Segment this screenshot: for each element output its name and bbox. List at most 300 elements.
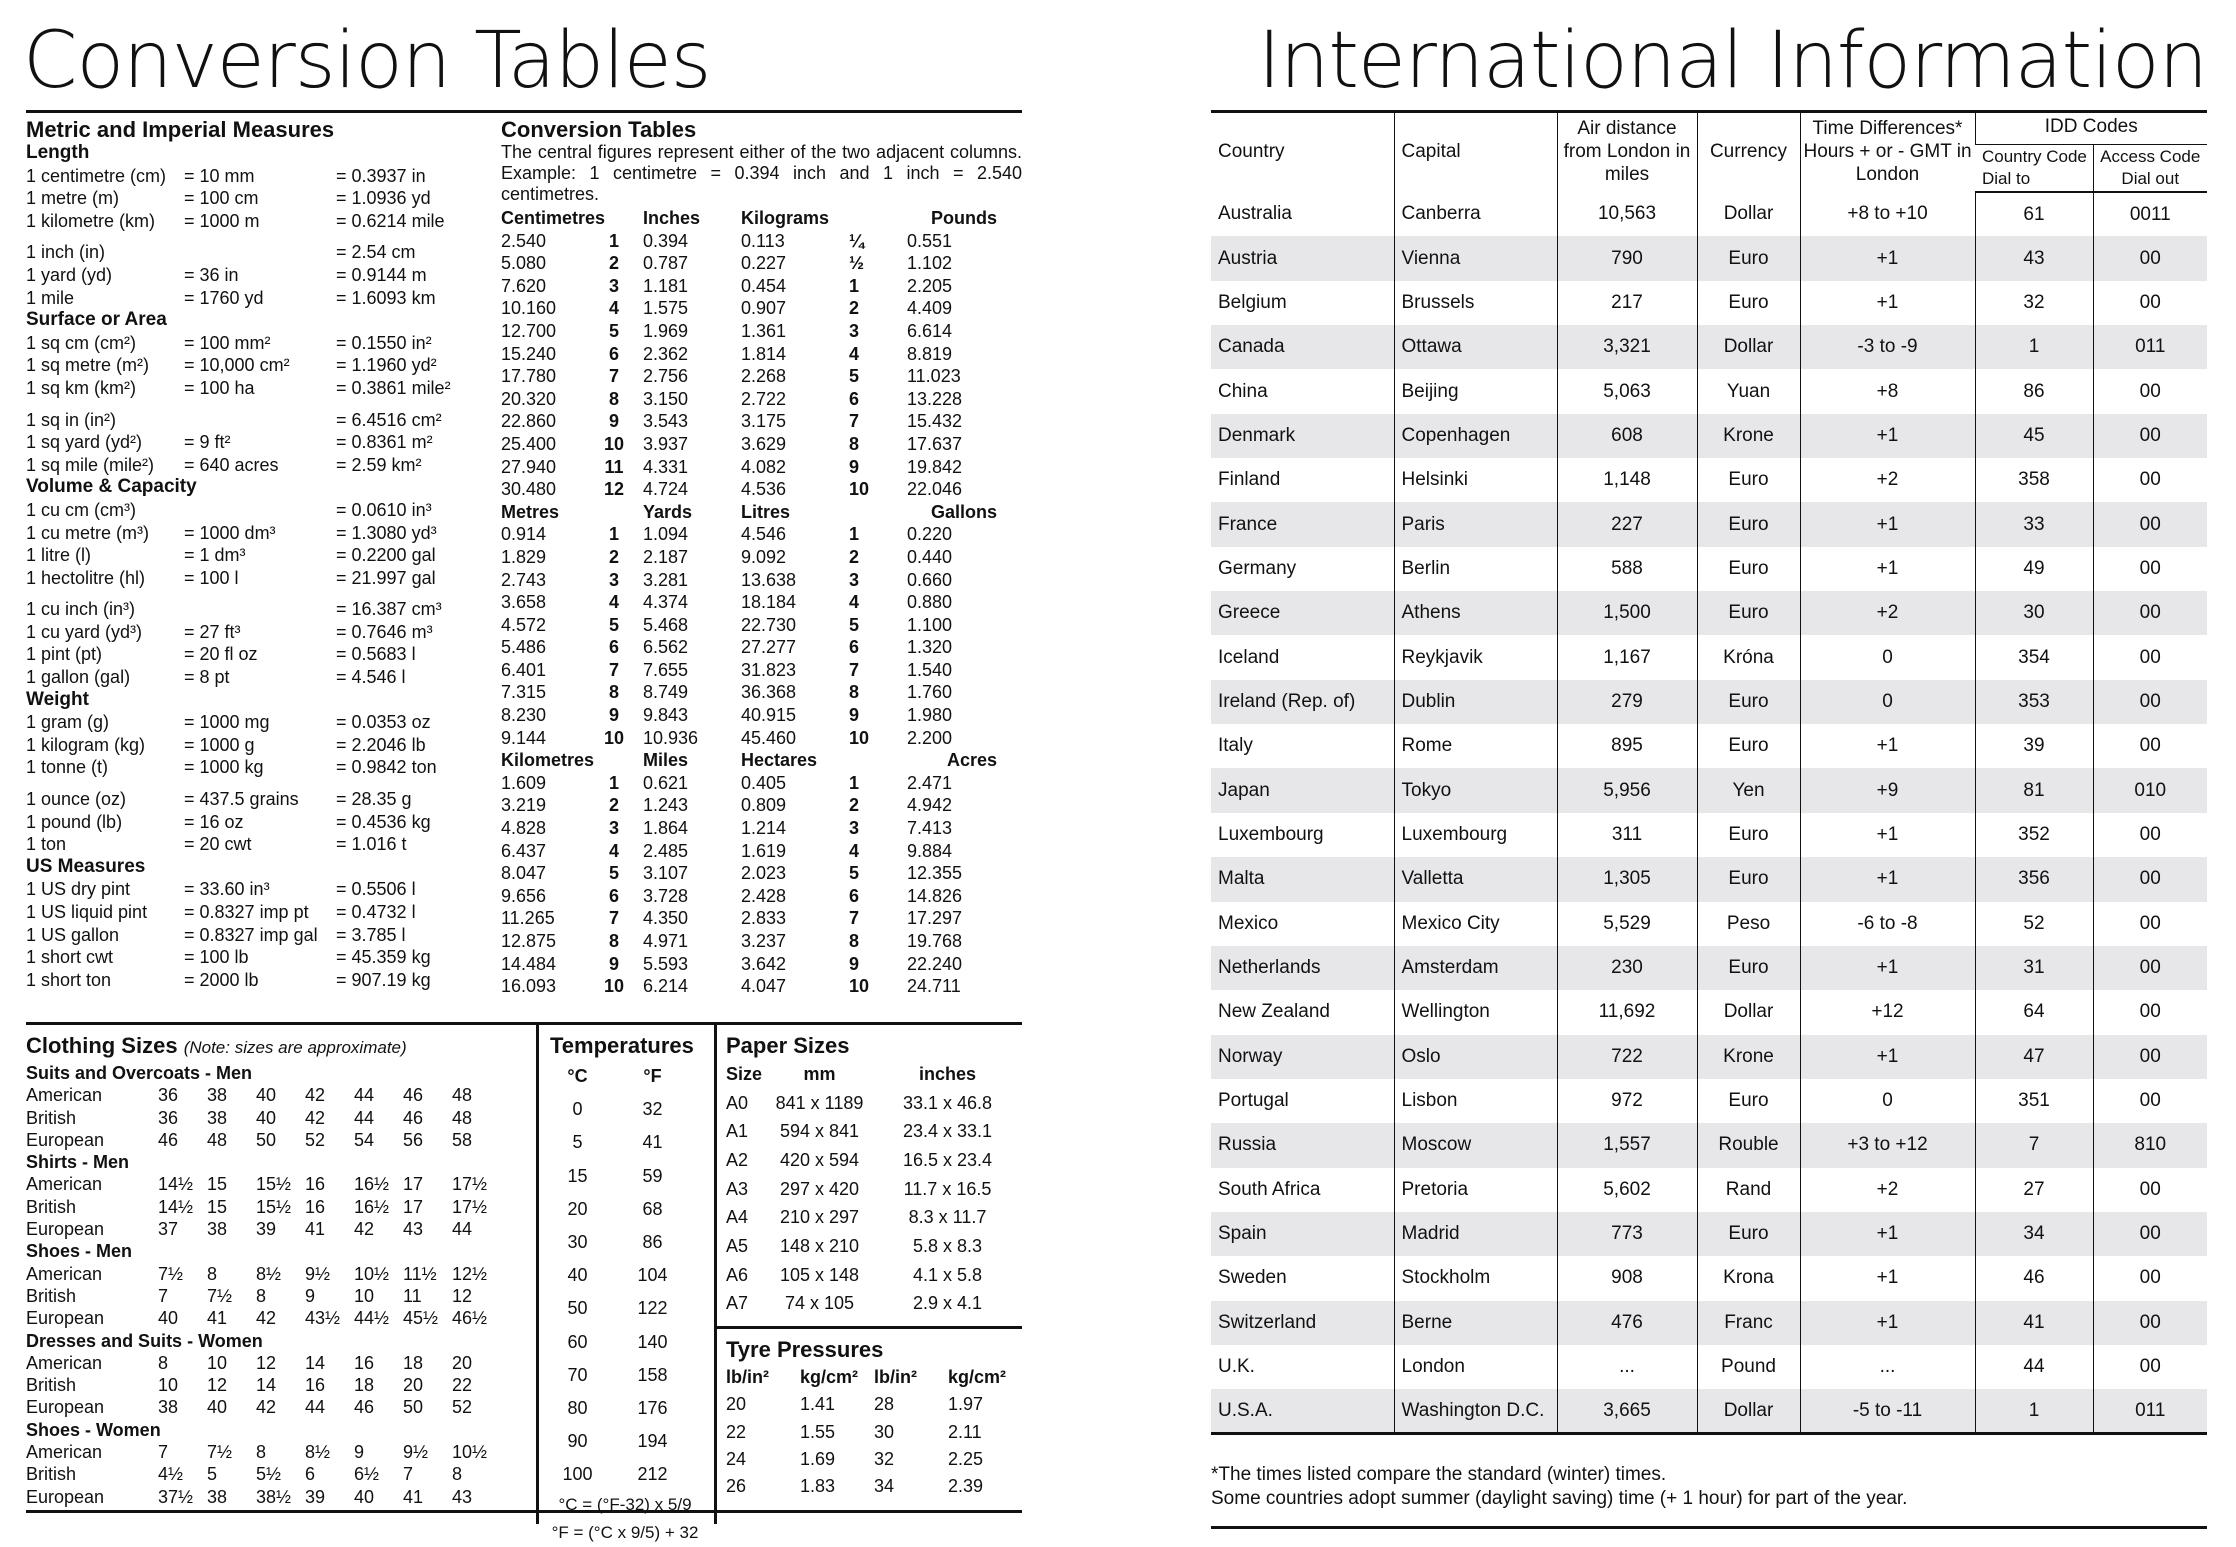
metric-cell: 1 tonne (t) xyxy=(26,757,109,778)
table-cell: 476 xyxy=(1557,1301,1697,1345)
conversion-row xyxy=(501,388,1022,411)
metric-gap xyxy=(26,589,496,598)
paper-cell: A7 xyxy=(726,1293,749,1314)
clothing-note: (Note: sizes are approximate) xyxy=(183,1038,407,1057)
conversion-cell: 4 xyxy=(608,592,619,613)
table-cell: 230 xyxy=(1557,946,1697,990)
table-cell: 00 xyxy=(2093,1301,2207,1345)
conversion-cell: 3.219 xyxy=(501,795,547,816)
conversion-cell: 1 xyxy=(849,772,860,793)
tyre-row xyxy=(726,1391,1022,1418)
temperature-row xyxy=(540,1359,710,1392)
clothing-cell: American xyxy=(26,1442,103,1463)
conversion-cell: 22.046 xyxy=(907,479,963,500)
temperature-cell: 122 xyxy=(637,1298,668,1319)
conversion-cell: 3 xyxy=(849,569,860,590)
conversion-header-cell: Acres xyxy=(946,750,997,771)
table-row xyxy=(1211,857,2207,901)
table-cell: Wellington xyxy=(1394,990,1557,1034)
conversion-cell: 8 xyxy=(608,388,619,409)
conversion-row xyxy=(501,975,1022,998)
clothing-cell: 8 xyxy=(158,1352,169,1373)
conversion-row xyxy=(501,817,1022,840)
metric-cell: = 0.7646 m³ xyxy=(336,621,433,642)
table-cell: 11,692 xyxy=(1557,990,1697,1034)
clothing-cell: 38½ xyxy=(256,1486,292,1507)
metric-cell: = 0.1550 in² xyxy=(336,332,432,353)
conversion-cell: 8 xyxy=(608,931,619,951)
conversion-cell: 45.460 xyxy=(741,727,797,748)
conversion-row xyxy=(501,433,1022,456)
clothing-cell: British xyxy=(26,1285,77,1306)
table-cell: Krone xyxy=(1697,414,1800,458)
temperature-cell: 20 xyxy=(567,1198,588,1219)
clothing-cell: 18 xyxy=(354,1375,375,1396)
conversion-cell: 6.401 xyxy=(501,659,547,680)
conversion-header-cell: Litres xyxy=(741,501,791,522)
table-cell: Iceland xyxy=(1218,646,1280,668)
conversion-title: Conversion Tables xyxy=(501,117,697,142)
table-cell: Berne xyxy=(1394,1301,1557,1345)
clothing-cell: 12 xyxy=(207,1375,228,1396)
tyre-header-cell: lb/in² xyxy=(874,1367,917,1388)
table-row xyxy=(1211,591,2207,635)
tyre-cell: 24 xyxy=(726,1449,747,1470)
temperature-row xyxy=(540,1193,710,1226)
conversion-cell: 30.480 xyxy=(501,479,557,500)
clothing-cell: 46½ xyxy=(452,1308,488,1329)
conversion-cell: 7 xyxy=(608,908,619,929)
conversion-cell: 4 xyxy=(849,592,860,613)
table-row xyxy=(1211,902,2207,946)
metric-cell: = 27 ft³ xyxy=(184,621,241,642)
paper-cell: A6 xyxy=(726,1264,749,1285)
clothing-cell: 48 xyxy=(207,1129,228,1150)
paper-cell: 105 x 148 xyxy=(779,1264,860,1285)
table-cell: Russia xyxy=(1211,1123,1394,1167)
table-cell: 773 xyxy=(1557,1212,1697,1256)
metric-cell: 1 sq yard (yd²) xyxy=(26,432,143,453)
temperature-row xyxy=(540,1126,710,1159)
clothing-cell: 9½ xyxy=(305,1263,331,1284)
clothing-cell: 38 xyxy=(207,1219,228,1240)
clothing-cell: British xyxy=(26,1196,77,1217)
conversion-cell: 8 xyxy=(608,682,619,703)
table-cell: Athens xyxy=(1394,591,1557,635)
table-cell: Greece xyxy=(1211,591,1394,635)
metric-cell: = 3.785 l xyxy=(336,924,406,945)
clothing-cell: 40 xyxy=(158,1308,179,1329)
conversion-cell: 1.361 xyxy=(741,320,787,341)
table-cell: 86 xyxy=(1975,369,2093,413)
metric-row xyxy=(26,377,496,400)
metric-cell: = 1.016 t xyxy=(336,834,407,855)
table-cell: Berlin xyxy=(1394,547,1557,591)
table-cell: +1 xyxy=(1800,813,1975,857)
conversion-row xyxy=(501,410,1022,433)
clothing-row xyxy=(26,1463,536,1485)
table-row xyxy=(1211,414,2207,458)
table-cell: 39 xyxy=(1975,724,2093,768)
conversion-cell: 22.860 xyxy=(501,411,557,432)
table-cell: Sweden xyxy=(1218,1267,1287,1289)
table-cell: 33 xyxy=(1975,502,2093,546)
metric-row xyxy=(26,946,496,969)
clothing-cell: 43 xyxy=(452,1486,473,1507)
conversion-cell: 24.711 xyxy=(907,976,961,997)
metric-cell: = 0.3937 in xyxy=(336,165,426,186)
tyre-pressures-section xyxy=(726,1336,1022,1500)
conversion-cell: ¼ xyxy=(849,230,865,251)
conversion-cell: 22.730 xyxy=(741,614,797,635)
metric-row xyxy=(26,187,496,210)
conversion-cell: 1 xyxy=(849,275,860,296)
table-cell: 00 xyxy=(2093,680,2207,724)
metric-row xyxy=(26,409,496,432)
metric-row xyxy=(26,666,496,689)
conversion-cell: 1.094 xyxy=(643,524,689,545)
conversion-cell: 5.486 xyxy=(501,637,547,658)
table-cell: 00 xyxy=(2093,902,2207,946)
table-cell: 00 xyxy=(2093,414,2207,458)
table-cell: 49 xyxy=(1975,547,2093,591)
metric-cell: = 0.4536 kg xyxy=(336,811,431,832)
tyre-cell: 28 xyxy=(874,1394,895,1415)
table-cell: Norway xyxy=(1211,1035,1394,1079)
paper-cell: 8.3 x 11.7 xyxy=(908,1207,987,1228)
conversion-cell: 6 xyxy=(608,637,619,658)
table-cell: 00 xyxy=(2093,1035,2207,1079)
conversion-cell: 0.621 xyxy=(643,772,689,793)
conversion-row xyxy=(501,456,1022,479)
conversion-header-row xyxy=(501,501,1022,524)
table-cell: Pretoria xyxy=(1394,1168,1557,1212)
table-cell: 00 xyxy=(2093,591,2207,635)
conversion-cell: 2.200 xyxy=(907,727,953,748)
conversion-cell: 1.814 xyxy=(741,343,787,364)
temperature-cell: 40 xyxy=(567,1265,588,1286)
clothing-cell: 12½ xyxy=(452,1263,488,1284)
clothing-cell: 52 xyxy=(452,1397,473,1418)
table-cell: Canberra xyxy=(1394,192,1557,236)
table-cell: Euro xyxy=(1697,547,1800,591)
international-table xyxy=(1211,110,2207,1435)
table-cell: 5,529 xyxy=(1557,902,1697,946)
table-row xyxy=(1211,680,2207,724)
conversion-header-row xyxy=(501,207,1022,230)
metric-cell: = 1760 yd xyxy=(184,287,264,308)
conversion-cell: 2.471 xyxy=(907,772,953,793)
metric-section-heading: Length xyxy=(26,142,90,163)
mid-rule xyxy=(26,1022,1022,1025)
metric-cell: = 36 in xyxy=(184,264,239,285)
conversion-header-cell xyxy=(841,501,907,524)
clothing-cell: 40 xyxy=(207,1397,228,1418)
table-cell: 00 xyxy=(2093,458,2207,502)
metric-row xyxy=(26,499,496,522)
table-cell: +8 to +10 xyxy=(1800,192,1975,236)
conversion-cell: 4.536 xyxy=(741,479,787,500)
table-cell: 351 xyxy=(1975,1079,2093,1123)
table-cell: -6 to -8 xyxy=(1800,902,1975,946)
table-cell: Dollar xyxy=(1697,192,1800,236)
conversion-header-cell xyxy=(841,207,907,230)
conversion-header-cell: Centimetres xyxy=(501,208,606,228)
conversion-cell: 8 xyxy=(849,682,860,703)
metric-cell: = 0.4732 l xyxy=(336,902,416,922)
conversion-cell: 12 xyxy=(603,479,625,500)
conversion-description: The central figures represent either of the two adjacent columns. Example: 1 centimetre = 0.394 inch and 1 inch = 2.540 centimetres. xyxy=(501,142,1022,204)
table-cell: Krona xyxy=(1697,1256,1800,1300)
conversion-cell: 0.809 xyxy=(741,795,787,816)
conversion-cell: 1.980 xyxy=(907,705,953,726)
conversion-cell: 2.743 xyxy=(501,569,547,590)
table-cell: London xyxy=(1394,1345,1557,1389)
clothing-cell: 16 xyxy=(305,1196,326,1217)
table-cell: +1 xyxy=(1800,857,1975,901)
table-cell: Copenhagen xyxy=(1394,414,1557,458)
clothing-cell: 43 xyxy=(403,1219,424,1240)
conversion-cell: 0.220 xyxy=(907,524,953,545)
metric-row xyxy=(26,901,496,924)
conversion-cell: 3.728 xyxy=(643,885,689,906)
paper-cell: 11.7 x 16.5 xyxy=(903,1178,992,1199)
table-cell: U.S.A. xyxy=(1211,1389,1394,1433)
table-cell: Madrid xyxy=(1394,1212,1557,1256)
metric-cell: 1 sq in (in²) xyxy=(26,409,117,430)
clothing-group-heading: Dresses and Suits - Women xyxy=(26,1330,263,1351)
temperature-cell: 60 xyxy=(567,1331,588,1352)
metric-cell: = 8 pt xyxy=(184,667,230,688)
temperature-cell: 70 xyxy=(567,1364,588,1385)
temperature-cell: 100 xyxy=(562,1464,593,1485)
conversion-cell: 1 xyxy=(608,230,619,251)
table-cell: 311 xyxy=(1557,813,1697,857)
table-row xyxy=(1211,1168,2207,1212)
temperature-cell: 86 xyxy=(642,1232,663,1253)
conversion-cell: 7.413 xyxy=(907,818,953,839)
clothing-cell: 14 xyxy=(305,1352,326,1373)
clothing-cell: 38 xyxy=(207,1107,228,1128)
conversion-header-cell: Miles xyxy=(643,750,689,771)
table-cell: 011 xyxy=(2093,1389,2207,1433)
clothing-cell: 44 xyxy=(354,1085,375,1106)
table-cell: Stockholm xyxy=(1394,1256,1557,1300)
conversion-cell: 1.540 xyxy=(907,659,953,680)
conversion-cell: 10 xyxy=(603,976,625,997)
table-cell: 64 xyxy=(1975,990,2093,1034)
conversion-cell: 7 xyxy=(608,659,619,680)
table-cell: 810 xyxy=(2093,1123,2207,1167)
paper-row xyxy=(726,1203,1022,1232)
conversion-cell: 6 xyxy=(608,885,619,906)
metric-row xyxy=(26,788,496,811)
table-cell: 010 xyxy=(2093,768,2207,812)
conversion-cell: 2.485 xyxy=(643,840,689,861)
table-cell: Euro xyxy=(1697,458,1800,502)
table-row xyxy=(1211,458,2207,502)
table-cell: Ireland (Rep. of) xyxy=(1211,680,1394,724)
conversion-cell: 11.023 xyxy=(907,366,961,387)
table-row xyxy=(1211,1389,2207,1433)
table-cell: Dublin xyxy=(1394,680,1557,724)
tyre-cell: 20 xyxy=(726,1394,747,1415)
table-cell: 1,167 xyxy=(1557,635,1697,679)
metric-cell: = 100 mm² xyxy=(184,332,271,353)
table-cell: Germany xyxy=(1218,557,1297,579)
clothing-cell: 42 xyxy=(305,1107,326,1128)
conversion-row xyxy=(501,727,1022,750)
table-cell: Valletta xyxy=(1394,857,1557,901)
table-cell: 00 xyxy=(2093,724,2207,768)
temperature-cell: 80 xyxy=(567,1397,588,1418)
metric-cell: = 10 mm xyxy=(184,165,255,186)
clothing-cell: 8 xyxy=(256,1285,267,1306)
clothing-cell: 7 xyxy=(403,1464,414,1485)
metric-cell: 1 ton xyxy=(26,834,67,855)
clothing-cell: 8½ xyxy=(256,1263,282,1284)
table-cell: Oslo xyxy=(1394,1035,1557,1079)
conversion-cell: 1.100 xyxy=(907,614,953,635)
conversion-cell: 3.175 xyxy=(741,411,787,432)
conversion-header-cell: Inches xyxy=(643,208,701,228)
metric-section-heading: US Measures xyxy=(26,855,146,877)
conversion-cell: 8.047 xyxy=(501,863,547,884)
table-cell: +2 xyxy=(1800,458,1975,502)
temperature-row xyxy=(540,1093,710,1126)
clothing-row xyxy=(26,1129,536,1151)
metric-imperial-section xyxy=(26,118,496,991)
conversion-cell: 40.915 xyxy=(741,705,797,726)
metric-cell: = 907.19 kg xyxy=(336,969,431,990)
paper-cell: 841 x 1189 xyxy=(775,1092,864,1113)
table-row xyxy=(1211,325,2207,369)
metric-cell: 1 sq metre (m²) xyxy=(26,355,150,376)
table-cell: +1 xyxy=(1800,1301,1975,1345)
table-cell: 00 xyxy=(2093,369,2207,413)
conversion-cell: 4.546 xyxy=(741,524,787,545)
conversion-cell: 9 xyxy=(849,705,860,726)
paper-cell: A1 xyxy=(726,1121,749,1142)
conversion-cell: 9.656 xyxy=(501,885,547,906)
table-cell: Euro xyxy=(1697,857,1800,901)
tyre-cell: 30 xyxy=(874,1421,895,1442)
metric-cell: 1 gram (g) xyxy=(26,712,110,733)
conversion-cell: ½ xyxy=(849,253,865,274)
conversion-cell: 7.315 xyxy=(501,682,547,703)
clothing-cell: European xyxy=(26,1486,105,1507)
conversion-cell: 1.969 xyxy=(643,320,689,341)
col-idd-codes: IDD Codes xyxy=(1975,110,2207,144)
temperatures-section xyxy=(540,1032,710,1547)
temperature-row xyxy=(540,1392,710,1425)
metric-row xyxy=(26,264,496,287)
conversion-cell: 4.971 xyxy=(643,931,689,951)
conversion-cell: 9 xyxy=(608,411,619,432)
table-cell: 00 xyxy=(2093,946,2207,990)
conversion-cell: 11.265 xyxy=(501,908,555,929)
metric-row xyxy=(26,811,496,834)
metric-cell: = 100 cm xyxy=(184,188,259,209)
metric-row xyxy=(26,969,496,992)
conversion-cell: 6.562 xyxy=(643,637,689,658)
table-row xyxy=(1211,813,2207,857)
temperature-cell: 68 xyxy=(642,1198,663,1219)
conversion-cell: 16.093 xyxy=(501,976,557,997)
temperature-row xyxy=(540,1326,710,1359)
clothing-cell: 44 xyxy=(354,1107,375,1128)
table-row xyxy=(1211,768,2207,812)
metric-cell: = 0.8361 m² xyxy=(336,432,433,453)
table-cell: 00 xyxy=(2093,236,2207,280)
page-title-international: International Information xyxy=(1257,16,2207,106)
tyre-header-row xyxy=(726,1364,1022,1391)
paper-cell: 16.5 x 23.4 xyxy=(902,1149,993,1170)
temperature-row xyxy=(540,1259,710,1292)
conversion-cell: 7 xyxy=(849,411,860,432)
metric-row xyxy=(26,878,496,901)
clothing-cell: 6 xyxy=(305,1464,316,1485)
conversion-cell: 1.760 xyxy=(907,682,953,703)
metric-row xyxy=(26,924,496,947)
tyre-row xyxy=(726,1446,1022,1473)
table-cell: 00 xyxy=(2093,1256,2207,1300)
clothing-cell: 38 xyxy=(207,1486,228,1507)
conversion-cell: 14.826 xyxy=(907,885,963,906)
conversion-cell: 19.768 xyxy=(907,931,963,951)
metric-section-heading: Volume & Capacity xyxy=(26,476,197,498)
clothing-row xyxy=(26,1173,536,1195)
clothing-cell: American xyxy=(26,1263,103,1284)
col-country-code: Country Code Dial to xyxy=(1975,144,2093,192)
clothing-cell: 20 xyxy=(403,1375,424,1396)
metric-cell: = 1.0936 yd xyxy=(336,188,431,209)
clothing-cell: 40 xyxy=(256,1107,277,1128)
conversion-cell: 4 xyxy=(849,343,860,364)
table-cell: Dollar xyxy=(1697,1389,1800,1433)
clothing-cell: 16 xyxy=(305,1174,326,1195)
metric-cell: 1 inch (in) xyxy=(26,242,106,263)
metric-cell: 1 US gallon xyxy=(26,924,120,945)
conversion-cell: 0.660 xyxy=(907,569,953,590)
conversion-cell: 4.047 xyxy=(741,976,787,997)
table-cell: South Africa xyxy=(1218,1178,1321,1200)
metric-cell: 1 short cwt xyxy=(26,947,114,968)
table-cell: +2 xyxy=(1800,1168,1975,1212)
metric-cell: = 0.5506 l xyxy=(336,879,416,900)
clothing-cell: 14½ xyxy=(158,1174,194,1195)
conversion-cell: 10 xyxy=(849,479,870,500)
tyre-cell: 1.83 xyxy=(800,1476,836,1497)
metric-cell: = 640 acres xyxy=(184,454,279,475)
table-cell: 895 xyxy=(1557,724,1697,768)
metric-row xyxy=(26,544,496,567)
conversion-cell: 6 xyxy=(608,343,619,364)
divider-temps xyxy=(714,1022,717,1524)
conversion-cell: 6.214 xyxy=(643,976,689,997)
clothing-cell: 9 xyxy=(305,1285,316,1306)
metric-cell: 1 mile xyxy=(26,287,75,308)
table-cell: 279 xyxy=(1557,680,1697,724)
paper-cell: A3 xyxy=(726,1178,749,1199)
clothing-cell: 37 xyxy=(158,1219,179,1240)
temperature-cell: 212 xyxy=(637,1464,668,1485)
metric-cell: = 1.3080 yd³ xyxy=(336,522,437,543)
paper-cell: A2 xyxy=(726,1149,749,1170)
temperatures-title: Temperatures xyxy=(550,1033,694,1058)
table-cell: 46 xyxy=(1975,1256,2093,1300)
paper-sizes-section xyxy=(726,1032,1022,1318)
